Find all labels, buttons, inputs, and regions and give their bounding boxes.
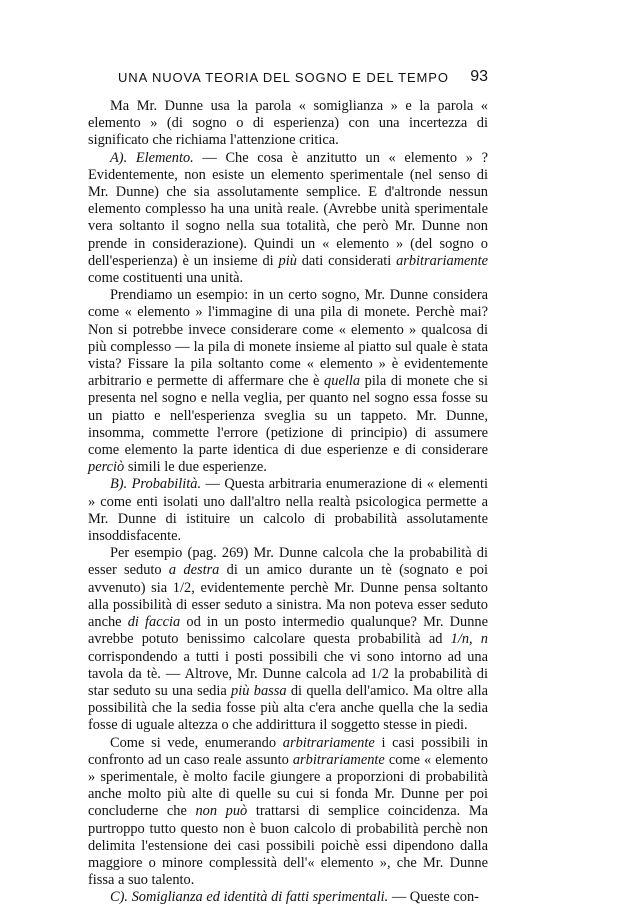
paragraph-4: [88, 476, 488, 545]
emphasis: di faccia: [127, 614, 181, 631]
paragraph-6: [88, 735, 488, 890]
text-run: simili le due esperienze.: [124, 459, 267, 476]
emphasis: più bassa: [231, 682, 287, 699]
text-run: Per esempio (pag. 269) Mr. Dunne calcola che la probabilità di esser seduto: [88, 545, 488, 579]
section-label: B). Probabilità.: [110, 476, 202, 493]
paragraph-2: [88, 150, 488, 288]
body-text: [88, 98, 488, 907]
text-run: pila di monete che si presenta nel sogno e nella veglia, per quanto nel sogno essa fosse su un piatto e nell'esperienza sveglia su un tappeto. Mr. Dunne, insomma, commette l'errore (petizione di principio) di assumere come elemento la parte identica di due esperienze e di considerare: [88, 373, 488, 459]
text-run: trattarsi di semplice coincidenza. Ma purtroppo tutto questo non è buon calcolo di probabilità perchè non delimita l'estensione dei casi possibili poichè essi dipendono dalla maggiore o minore complessità dell'« elemento », che Mr. Dunne fissa a suo talento.: [88, 803, 488, 889]
text-run: — Questa arbitraria enumerazione di « elementi » come enti isolati uno dall'altro nella realtà psicologica permette a Mr. Dunne di istituire un calcolo di probabilità assolutamente insoddisfacente.: [88, 476, 488, 545]
emphasis: non può: [195, 803, 248, 820]
text-run: come costituenti una unità.: [88, 270, 244, 287]
text-run: od in un posto intermedio qualunque? Mr. Dunne avrebbe potuto benissimo calcolare questa probabilità ad: [88, 614, 489, 648]
emphasis: arbitrariamente: [292, 751, 385, 768]
text-run: di quella dell'amico. Ma oltre alla possibilità che la sedia fosse più alta c'era anche quella che la sedia fosse di uguale altezza o che addirittura il soggetto stesse in piedi.: [88, 682, 488, 734]
text-run: i casi possibili in confronto ad un caso reale assunto: [88, 734, 488, 768]
text-run: come « elemento » sperimentale, è molto facile giungere a proporzioni di probabilità anche molto più alte di quelle su cui si fonda Mr. Dunne per poi concluderne che: [88, 751, 488, 820]
paragraph-1: [88, 98, 488, 150]
paragraph-7: [88, 889, 488, 906]
section-label: C). Somiglianza ed identità di fatti sperimentali.: [110, 889, 389, 906]
page-number: 93: [470, 68, 488, 85]
emphasis: perciò: [88, 459, 125, 476]
text-run: corrispondendo a tutti i posti possibili che vi sono intorno ad una tavola da tè. — Altrove, Mr. Dunne calcola ad 1/2 la probabilità di star seduto su una sedia: [88, 648, 488, 699]
text-run: di un amico durante un tè (sognato e poi avvenuto) sia 1/2, evidentemente perchè Mr. Dunne pensa soltanto alla possibilità di esser seduto a sinistra. Ma non poteva esser seduto anche: [88, 562, 488, 631]
text-run: Prendiamo un esempio: in un certo sogno, Mr. Dunne considera come « elemento » l'immagine di una pila di monete. Perchè mai? Non si potrebbe invece considerare come « elemento » qualcosa di più complesso — la pila di monete insieme al piatto sul quale è stata vista? Fissare la pila soltanto come « elemento » è evidentemente arbitrario e permette di affermare che è: [88, 287, 488, 390]
emphasis: più: [278, 252, 297, 269]
emphasis: arbitrariamente: [396, 252, 488, 269]
emphasis: quella: [324, 373, 361, 390]
emphasis: arbitrariamente: [282, 734, 375, 751]
text-run: — Queste con-: [388, 889, 479, 906]
page-header: [88, 70, 488, 94]
paragraph-5: [88, 545, 488, 734]
text-run: dati considerati: [296, 252, 397, 269]
emphasis: a destra: [168, 562, 220, 579]
section-label: A). Elemento.: [110, 149, 194, 166]
emphasis: 1/n, n: [450, 631, 488, 648]
text-run: Come si vede, enumerando: [110, 734, 283, 751]
text-run: — Che cosa è anzitutto un « elemento » ? Evidentemente, non esiste un elemento sperimentale (nel senso di Mr. Dunne) che sia assolutamente semplice. E d'altronde nessun elemento complesso ha una unità reale. (Avrebbe unità sperimentale vera soltanto il sogno nella sua totalità, che però Mr. Dunne non prende in considerazione). Quindi un « elemento » (del sogno o dell'esperienza) è un insieme di: [88, 149, 488, 269]
running-title: UNA NUOVA TEORIA DEL SOGNO E DEL TEMPO: [118, 70, 449, 85]
text-run: Ma Mr. Dunne usa la parola « somiglianza » e la parola « elemento » (di sogno o di esperienza) con una incertezza di significato che richiama l'attenzione critica.: [88, 98, 488, 149]
paragraph-3: [88, 287, 488, 476]
